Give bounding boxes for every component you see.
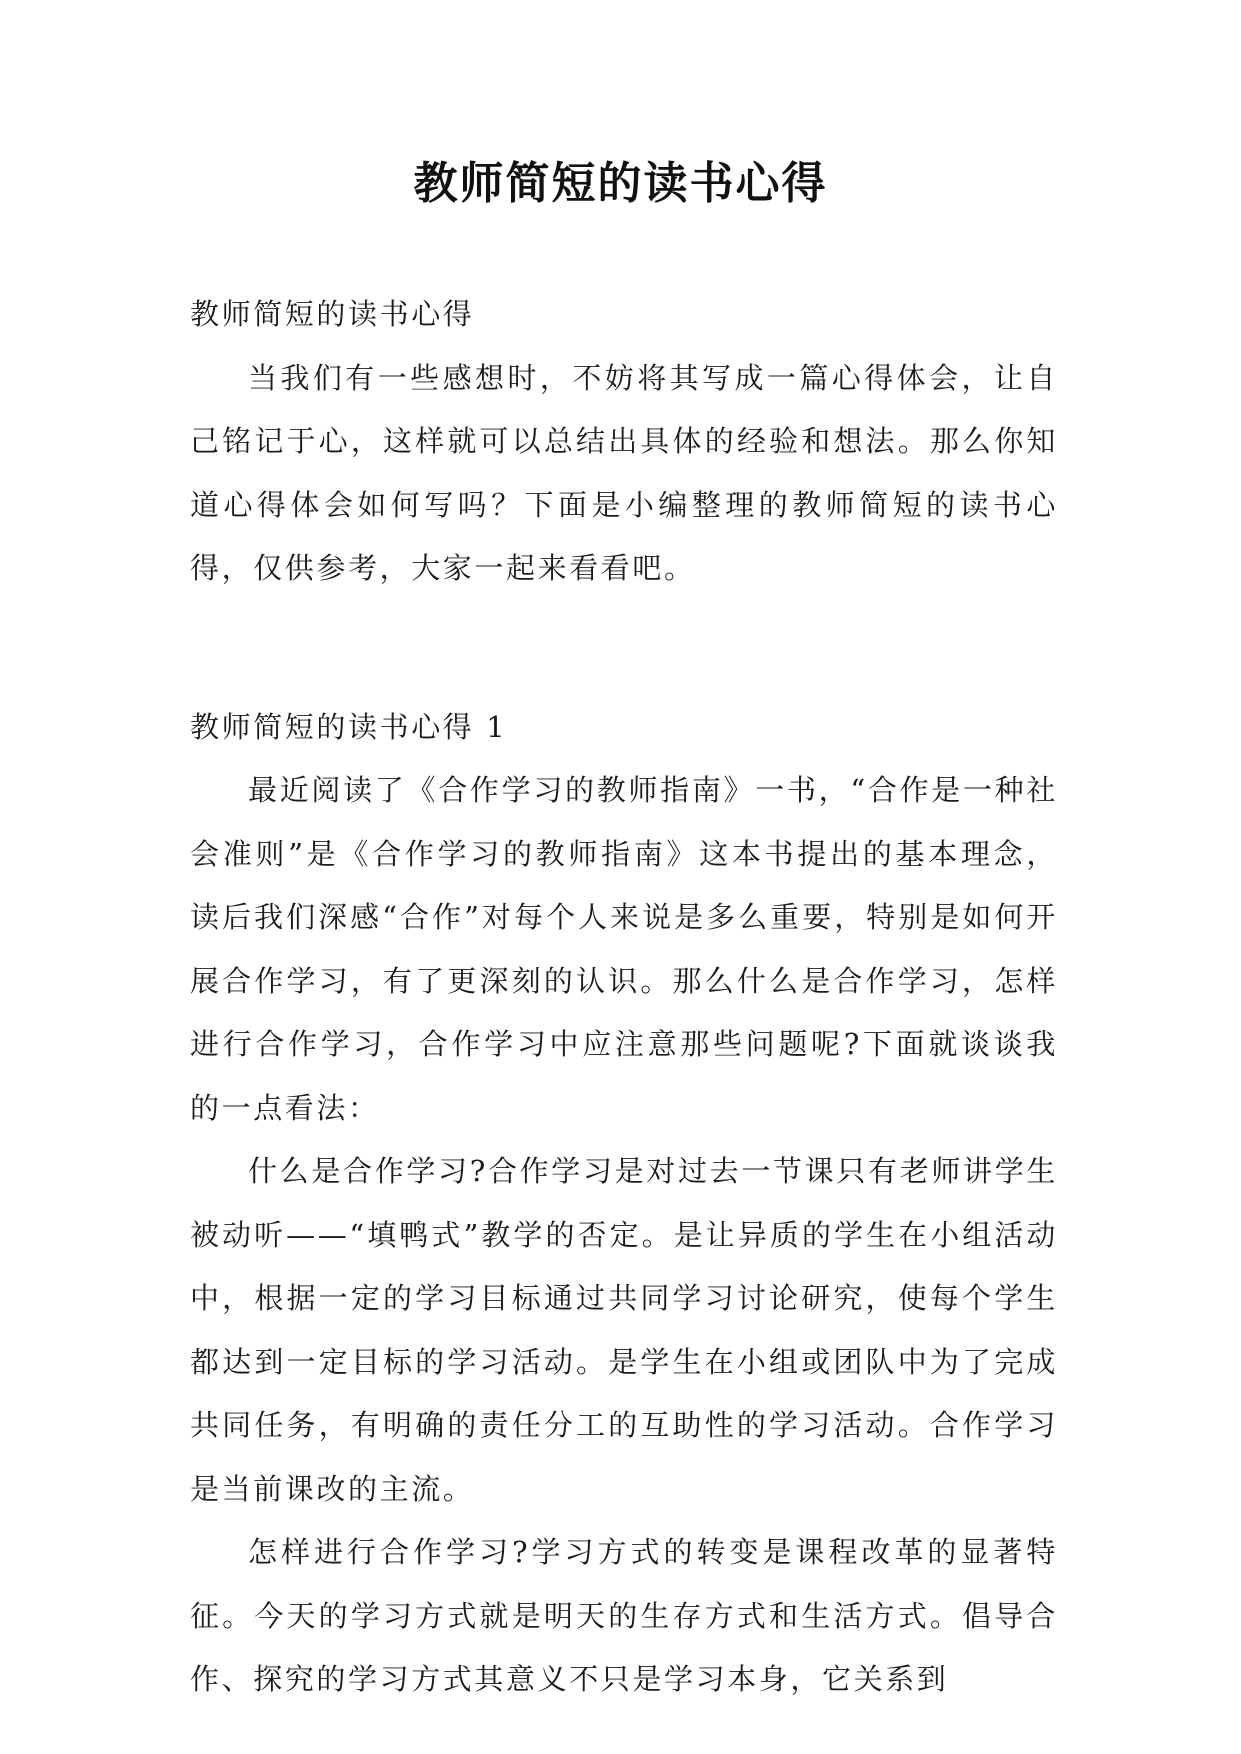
body-paragraph: 最近阅读了《合作学习的教师指南》一书，“合作是一种社会准则”是《合作学习的教师指南》这本书提出的基本理念，读后我们深感“合作”对每个人来说是多么重要，特别是如何开展合作学习，有了更深刻的认识。那么什么是合作学习，怎样进行合作学习，合作学习中应注意那些问题呢?下面就谈谈我的一点看法： [190,773,1058,1125]
body-paragraph: 怎样进行合作学习?学习方式的转变是课程改革的显著特征。今天的学习方式就是明天的生存方式和生活方式。倡导合作、探究的学习方式其意义不只是学习本身，它关系到 [190,1535,1058,1696]
section-spacer [190,601,1058,696]
section-heading: 教师简短的读书心得 1 [190,709,508,744]
body-paragraph: 什么是合作学习?合作学习是对过去一节课只有老师讲学生被动听——“填鸭式”教学的否定。是让异质的学生在小组活动中，根据一定的学习目标通过共同学习讨论研究，使每个学生都达到一定目标的学习活动。是学生在小组或团队中为了完成共同任务，有明确的责任分工的互助性的学习活动。合作学习是当前课改的主流。 [190,1154,1058,1506]
intro-heading: 教师简短的读书心得 [190,297,475,331]
intro-paragraph: 当我们有一些感想时，不妨将其写成一篇心得体会，让自己铭记于心，这样就可以总结出具体的经验和想法。那么你知道心得体会如何写吗？下面是小编整理的教师简短的读书心得，仅供参考，大家一起来看看吧。 [190,360,1058,585]
document-body [190,283,1058,1712]
document-title: 教师简短的读书心得 [413,158,828,209]
